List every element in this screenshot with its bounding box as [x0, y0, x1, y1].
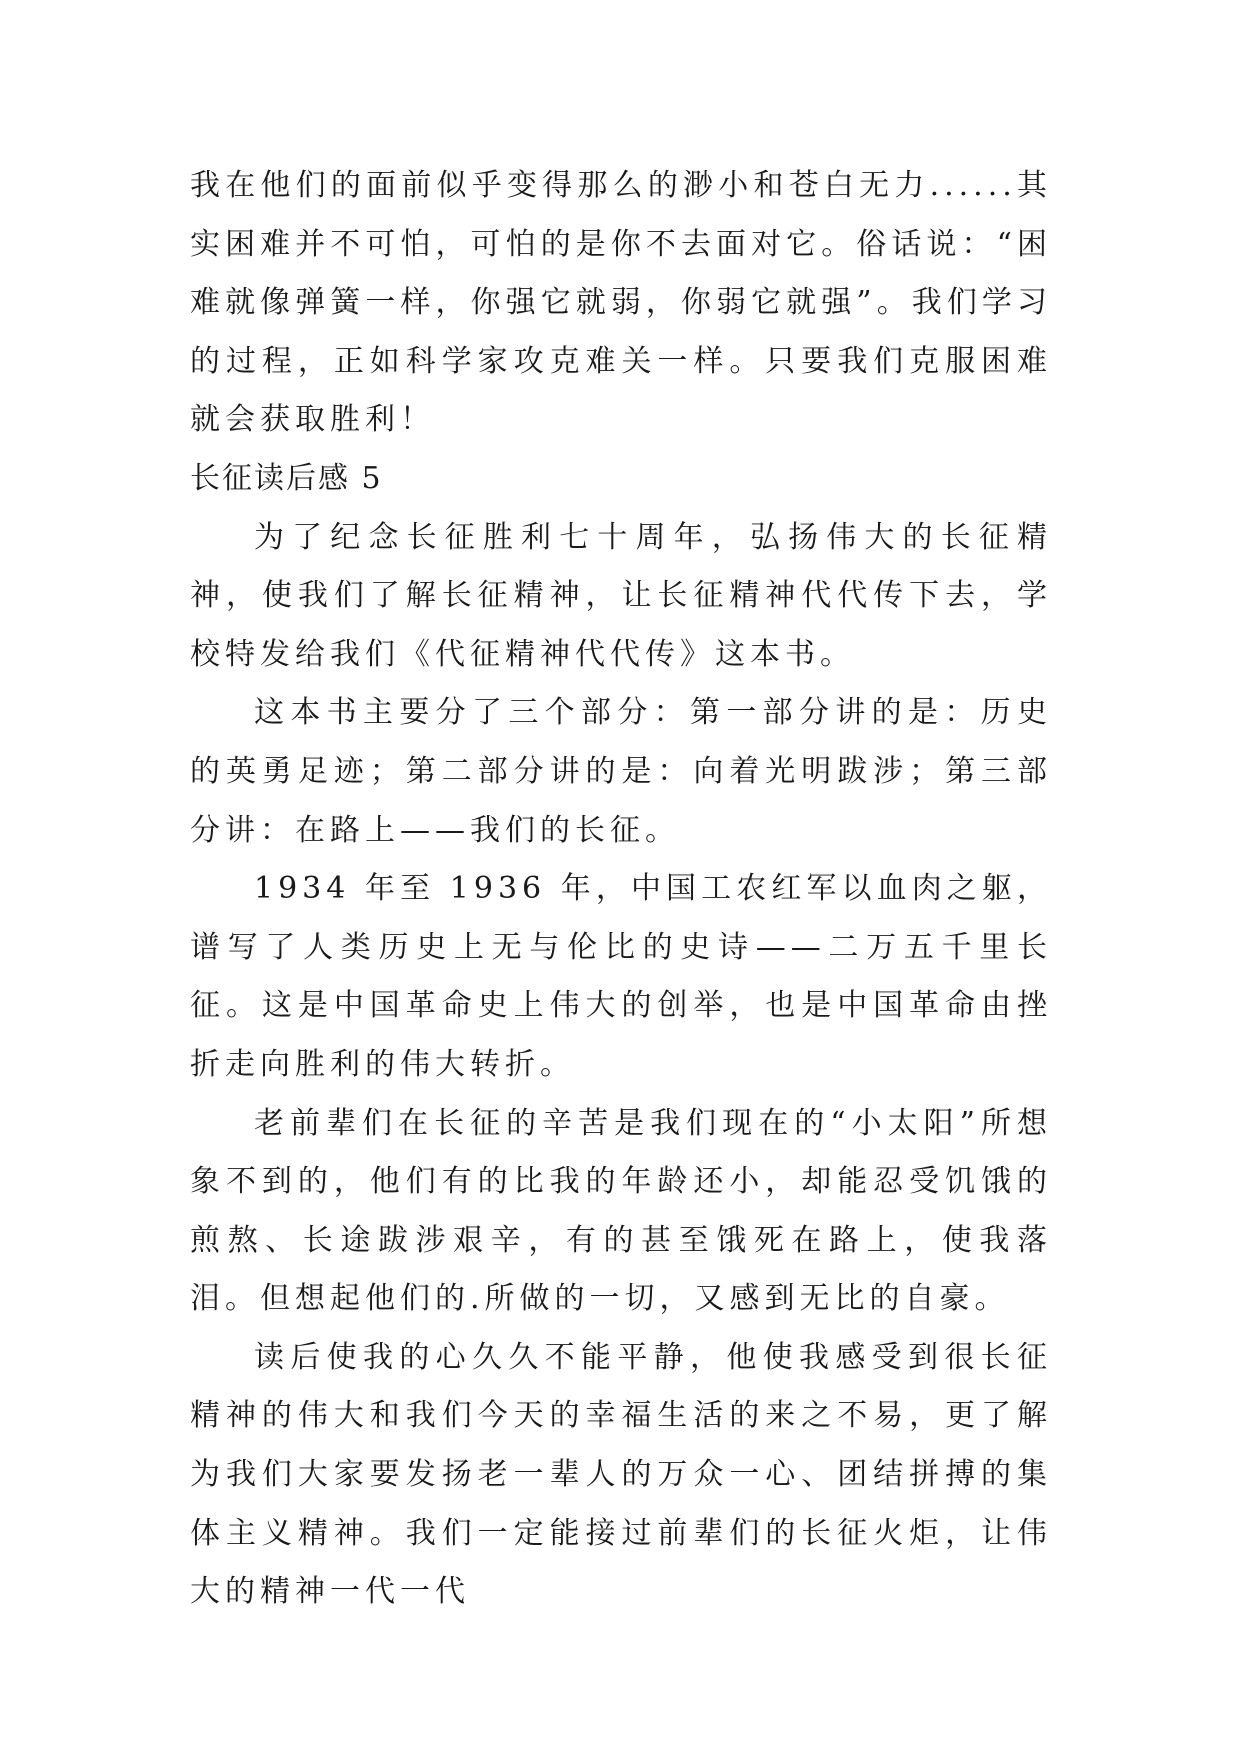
intro-paragraph: 我在他们的面前似乎变得那么的渺小和苍白无力......其实困难并不可怕，可怕的是你不去面对它。俗话说：“困难就像弹簧一样，你强它就弱，你弱它就强”。我们学习的过程，正如科学家攻克难关一样。只要我们克服困难就会获取胜利！	[190, 168, 1052, 438]
body-paragraph-3: 1934 年至 1936 年，中国工农红军以血肉之躯，谱写了人类历史上无与伦比的史诗——二万五千里长征。这是中国革命史上伟大的创举，也是中国革命由挫折走向胜利的伟大转折。	[190, 871, 1052, 1082]
document-body	[190, 157, 1052, 1622]
section-title: 长征读后感 5	[190, 460, 383, 496]
body-paragraph-5: 读后使我的心久久不能平静，他使我感受到很长征精神的伟大和我们今天的幸福生活的来之不易，更了解为我们大家要发扬老一辈人的万众一心、团结拼搏的集体主义精神。我们一定能接过前辈们的长征火炬，让伟大的精神一代一代	[190, 1339, 1052, 1610]
body-paragraph-4: 老前辈们在长征的辛苦是我们现在的“小太阳”所想象不到的，他们有的比我的年龄还小，却能忍受饥饿的煎熬、长途跋涉艰辛，有的甚至饿死在路上，使我落泪。但想起他们的.所做的一切，又感到无比的自豪。	[190, 1105, 1052, 1317]
body-paragraph-2: 这本书主要分了三个部分：第一部分讲的是：历史的英勇足迹；第二部分讲的是：向着光明跋涉；第三部分讲：在路上——我们的长征。	[190, 695, 1052, 848]
body-paragraph-1: 为了纪念长征胜利七十周年，弘扬伟大的长征精神，使我们了解长征精神，让长征精神代代传下去，学校特发给我们《代征精神代代传》这本书。	[190, 519, 1052, 672]
